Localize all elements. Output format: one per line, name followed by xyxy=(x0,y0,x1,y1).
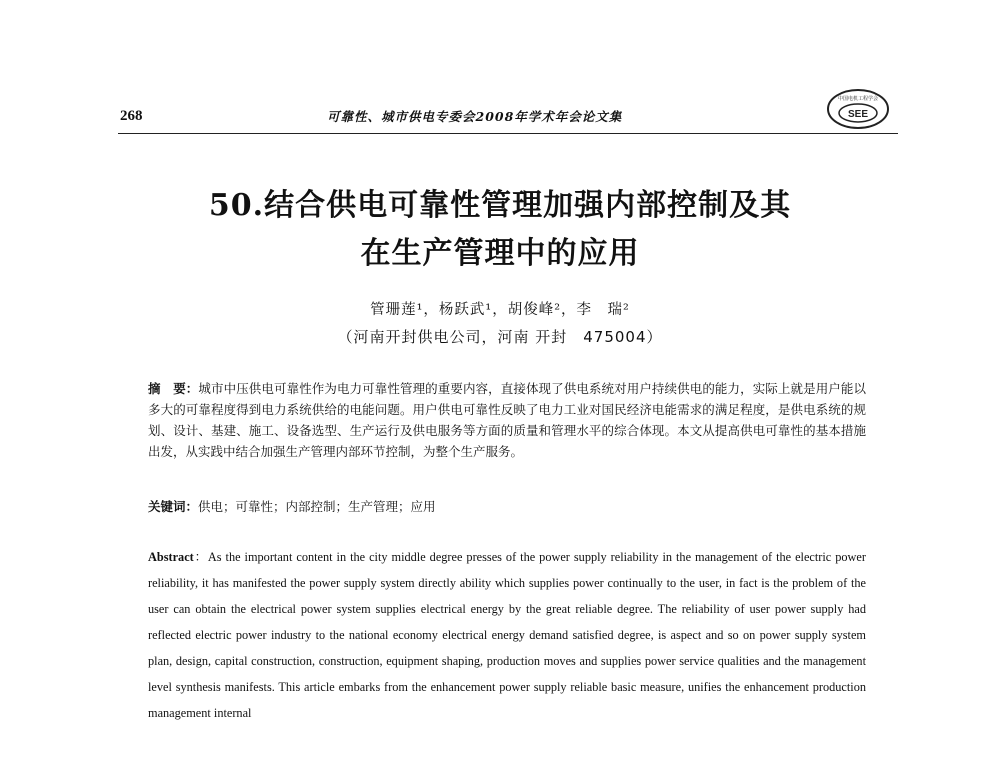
paper-title-line-2: 在生产管理中的应用 xyxy=(360,236,640,271)
keywords-text: 供电；可靠性；内部控制；生产管理；应用 xyxy=(198,499,436,514)
abstract-en-text: As the important content in the city middle degree presses of the power supply reliability in the management of the electric power reliability, it has manifested the power supply system directly ability which supplies power continually to the user, in fact is the problem of the user can obtain the electrical power system supplies electrical energy by the great reliable degree. The reliability of user power supply had reflected electric power industry to the national economy electrical energy demand satisfied degree, is aspect and so on power supply system plan, design, capital construction, construction, equipment shaping, production moves and supplies power service qualities and the management level synthesis manifests. This article embarks from the enhancement power supply reliable basic measure, unifies the enhancement production management internal xyxy=(148,550,866,720)
see-logo xyxy=(826,88,890,130)
abstract-english xyxy=(148,544,866,726)
affiliation: （河南开封供电公司，河南 开封 475004） xyxy=(337,328,663,346)
keywords-label: 关键词： xyxy=(148,499,199,514)
keywords xyxy=(148,497,866,515)
logo-text: SEE xyxy=(847,109,869,120)
header-rule xyxy=(118,133,898,134)
abstract-en-label: Abstract xyxy=(148,550,194,564)
abstract-cn-label: 摘 要： xyxy=(148,381,199,396)
page-number: 268 xyxy=(120,108,143,124)
journal-title: 可靠性、城市供电专委会2008年学术年会论文集 xyxy=(327,109,623,124)
logo-subtext: 中国电机工程学会 xyxy=(837,96,879,102)
authors: 管珊莲¹，杨跃武¹，胡俊峰²，李 瑞² xyxy=(370,302,630,318)
abstract-chinese xyxy=(148,378,866,462)
abstract-en-sep: ： xyxy=(193,550,208,564)
page-header xyxy=(0,0,1000,140)
paper-title-line-1: 50.结合供电可靠性管理加强内部控制及其 xyxy=(208,188,792,223)
abstract-cn-text: 城市中压供电可靠性作为电力可靠性管理的重要内容，直接体现了供电系统对用户持续供电的能力，实际上就是用户能以多大的可靠程度得到电力系统供给的电能问题。用户供电可靠性反映了电力工业对国民经济电能需求的满足程度，是供电系统的规划、设计、基建、施工、设备选型、生产运行及供电服务等方面的质量和管理水平的综合体现。本文从提高供电可靠性的基本措施出发，从实践中结合加强生产管理内部环节控制，为整个生产服务。 xyxy=(148,381,866,459)
